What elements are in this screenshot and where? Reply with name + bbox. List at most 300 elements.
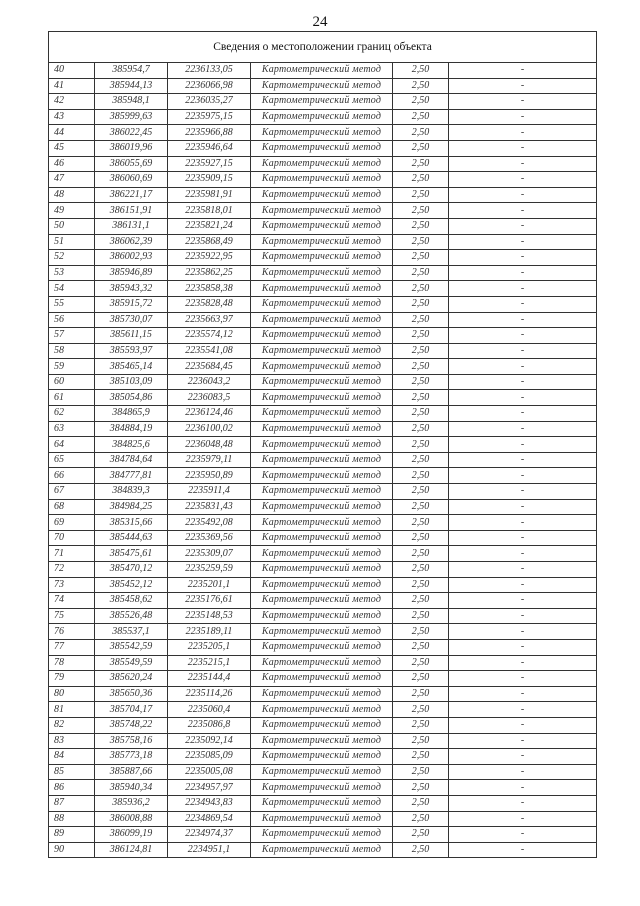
y-coordinate-cell: 2236066,98 [168,78,251,94]
point-number-cell: 61 [49,390,95,406]
description-cell: - [449,515,597,531]
x-coordinate-cell: 385549,59 [95,655,168,671]
x-coordinate-cell: 385315,66 [95,515,168,531]
point-number-cell: 57 [49,328,95,344]
accuracy-cell: 2,50 [393,109,449,125]
method-cell: Картометрический метод [251,827,393,843]
y-coordinate-cell: 2235663,97 [168,312,251,328]
method-cell: Картометрический метод [251,312,393,328]
accuracy-cell: 2,50 [393,515,449,531]
table-row [49,421,597,437]
method-cell: Картометрический метод [251,749,393,765]
description-cell: - [449,733,597,749]
method-cell: Картометрический метод [251,686,393,702]
description-cell: - [449,328,597,344]
point-number-cell: 86 [49,780,95,796]
y-coordinate-cell: 2235950,89 [168,468,251,484]
y-coordinate-cell: 2235541,08 [168,343,251,359]
x-coordinate-cell: 385915,72 [95,296,168,312]
method-cell: Картометрический метод [251,218,393,234]
accuracy-cell: 2,50 [393,452,449,468]
table-row [49,406,597,422]
y-coordinate-cell: 2235369,56 [168,530,251,546]
y-coordinate-cell: 2235981,91 [168,187,251,203]
description-cell: - [449,530,597,546]
description-cell: - [449,125,597,141]
method-cell: Картометрический метод [251,484,393,500]
method-cell: Картометрический метод [251,343,393,359]
y-coordinate-cell: 2235684,45 [168,359,251,375]
table-row [49,156,597,172]
description-cell: - [449,343,597,359]
accuracy-cell: 2,50 [393,156,449,172]
x-coordinate-cell: 385465,14 [95,359,168,375]
point-number-cell: 85 [49,764,95,780]
point-number-cell: 41 [49,78,95,94]
point-number-cell: 42 [49,94,95,110]
accuracy-cell: 2,50 [393,624,449,640]
point-number-cell: 46 [49,156,95,172]
y-coordinate-cell: 2235309,07 [168,546,251,562]
description-cell: - [449,203,597,219]
table-row [49,686,597,702]
point-number-cell: 48 [49,187,95,203]
accuracy-cell: 2,50 [393,811,449,827]
description-cell: - [449,484,597,500]
y-coordinate-cell: 2235821,24 [168,218,251,234]
x-coordinate-cell: 385943,32 [95,281,168,297]
description-cell: - [449,764,597,780]
point-number-cell: 65 [49,452,95,468]
y-coordinate-cell: 2235862,25 [168,265,251,281]
x-coordinate-cell: 386060,69 [95,172,168,188]
table-row [49,530,597,546]
x-coordinate-cell: 386221,17 [95,187,168,203]
point-number-cell: 69 [49,515,95,531]
point-number-cell: 76 [49,624,95,640]
table-row [49,359,597,375]
table-row [49,608,597,624]
method-cell: Картометрический метод [251,140,393,156]
table-row [49,671,597,687]
table-row [49,218,597,234]
description-cell: - [449,593,597,609]
method-cell: Картометрический метод [251,577,393,593]
point-number-cell: 89 [49,827,95,843]
description-cell: - [449,78,597,94]
method-cell: Картометрический метод [251,265,393,281]
y-coordinate-cell: 2235114,26 [168,686,251,702]
method-cell: Картометрический метод [251,562,393,578]
accuracy-cell: 2,50 [393,406,449,422]
table-row [49,343,597,359]
accuracy-cell: 2,50 [393,328,449,344]
method-cell: Картометрический метод [251,593,393,609]
y-coordinate-cell: 2234974,37 [168,827,251,843]
description-cell: - [449,94,597,110]
x-coordinate-cell: 386008,88 [95,811,168,827]
table-row [49,250,597,266]
x-coordinate-cell: 386131,1 [95,218,168,234]
accuracy-cell: 2,50 [393,499,449,515]
method-cell: Картометрический метод [251,328,393,344]
x-coordinate-cell: 384839,3 [95,484,168,500]
method-cell: Картометрический метод [251,546,393,562]
table-row [49,109,597,125]
accuracy-cell: 2,50 [393,780,449,796]
method-cell: Картометрический метод [251,78,393,94]
x-coordinate-cell: 385704,17 [95,702,168,718]
table-row [49,281,597,297]
table-row [49,63,597,79]
accuracy-cell: 2,50 [393,639,449,655]
accuracy-cell: 2,50 [393,562,449,578]
table-row [49,125,597,141]
point-number-cell: 60 [49,374,95,390]
y-coordinate-cell: 2235574,12 [168,328,251,344]
y-coordinate-cell: 2235966,88 [168,125,251,141]
x-coordinate-cell: 384784,64 [95,452,168,468]
point-number-cell: 82 [49,717,95,733]
x-coordinate-cell: 386151,91 [95,203,168,219]
description-cell: - [449,842,597,858]
accuracy-cell: 2,50 [393,78,449,94]
method-cell: Картометрический метод [251,406,393,422]
accuracy-cell: 2,50 [393,203,449,219]
table-caption-row [49,32,597,63]
point-number-cell: 63 [49,421,95,437]
accuracy-cell: 2,50 [393,390,449,406]
table-row [49,624,597,640]
point-number-cell: 45 [49,140,95,156]
table-row [49,827,597,843]
point-number-cell: 80 [49,686,95,702]
point-number-cell: 54 [49,281,95,297]
x-coordinate-cell: 385452,12 [95,577,168,593]
accuracy-cell: 2,50 [393,530,449,546]
accuracy-cell: 2,50 [393,655,449,671]
point-number-cell: 68 [49,499,95,515]
accuracy-cell: 2,50 [393,125,449,141]
point-number-cell: 56 [49,312,95,328]
x-coordinate-cell: 385470,12 [95,562,168,578]
x-coordinate-cell: 385946,89 [95,265,168,281]
method-cell: Картометрический метод [251,296,393,312]
x-coordinate-cell: 386124,81 [95,842,168,858]
table-row [49,546,597,562]
method-cell: Картометрический метод [251,250,393,266]
point-number-cell: 59 [49,359,95,375]
method-cell: Картометрический метод [251,437,393,453]
y-coordinate-cell: 2236124,46 [168,406,251,422]
accuracy-cell: 2,50 [393,546,449,562]
x-coordinate-cell: 385526,48 [95,608,168,624]
description-cell: - [449,749,597,765]
accuracy-cell: 2,50 [393,250,449,266]
y-coordinate-cell: 2235148,53 [168,608,251,624]
description-cell: - [449,406,597,422]
accuracy-cell: 2,50 [393,717,449,733]
table-row [49,842,597,858]
accuracy-cell: 2,50 [393,421,449,437]
x-coordinate-cell: 385054,86 [95,390,168,406]
accuracy-cell: 2,50 [393,281,449,297]
method-cell: Картометрический метод [251,468,393,484]
boundary-table-body [49,32,597,858]
table-row [49,390,597,406]
description-cell: - [449,577,597,593]
x-coordinate-cell: 386055,69 [95,156,168,172]
accuracy-cell: 2,50 [393,671,449,687]
method-cell: Картометрический метод [251,702,393,718]
y-coordinate-cell: 2235492,08 [168,515,251,531]
y-coordinate-cell: 2235828,48 [168,296,251,312]
description-cell: - [449,452,597,468]
y-coordinate-cell: 2235176,61 [168,593,251,609]
description-cell: - [449,296,597,312]
y-coordinate-cell: 2235215,1 [168,655,251,671]
description-cell: - [449,374,597,390]
x-coordinate-cell: 384825,6 [95,437,168,453]
table-row [49,94,597,110]
point-number-cell: 78 [49,655,95,671]
x-coordinate-cell: 385475,61 [95,546,168,562]
accuracy-cell: 2,50 [393,795,449,811]
point-number-cell: 72 [49,562,95,578]
table-row [49,484,597,500]
description-cell: - [449,265,597,281]
description-cell: - [449,390,597,406]
accuracy-cell: 2,50 [393,733,449,749]
table-row [49,187,597,203]
point-number-cell: 47 [49,172,95,188]
point-number-cell: 43 [49,109,95,125]
accuracy-cell: 2,50 [393,437,449,453]
page-number: 24 [312,14,328,30]
method-cell: Картометрический метод [251,374,393,390]
x-coordinate-cell: 384884,19 [95,421,168,437]
method-cell: Картометрический метод [251,639,393,655]
point-number-cell: 70 [49,530,95,546]
point-number-cell: 77 [49,639,95,655]
y-coordinate-cell: 2235085,09 [168,749,251,765]
y-coordinate-cell: 2236133,05 [168,63,251,79]
method-cell: Картометрический метод [251,125,393,141]
method-cell: Картометрический метод [251,94,393,110]
accuracy-cell: 2,50 [393,842,449,858]
accuracy-cell: 2,50 [393,608,449,624]
x-coordinate-cell: 385999,63 [95,109,168,125]
accuracy-cell: 2,50 [393,296,449,312]
method-cell: Картометрический метод [251,811,393,827]
y-coordinate-cell: 2235858,38 [168,281,251,297]
method-cell: Картометрический метод [251,717,393,733]
y-coordinate-cell: 2236048,48 [168,437,251,453]
description-cell: - [449,717,597,733]
y-coordinate-cell: 2236043,2 [168,374,251,390]
table-row [49,374,597,390]
y-coordinate-cell: 2235060,4 [168,702,251,718]
x-coordinate-cell: 384865,9 [95,406,168,422]
point-number-cell: 75 [49,608,95,624]
method-cell: Картометрический метод [251,187,393,203]
description-cell: - [449,827,597,843]
method-cell: Картометрический метод [251,203,393,219]
table-row [49,499,597,515]
accuracy-cell: 2,50 [393,140,449,156]
description-cell: - [449,250,597,266]
point-number-cell: 83 [49,733,95,749]
table-row [49,515,597,531]
y-coordinate-cell: 2234951,1 [168,842,251,858]
y-coordinate-cell: 2235005,08 [168,764,251,780]
x-coordinate-cell: 386019,96 [95,140,168,156]
y-coordinate-cell: 2234957,97 [168,780,251,796]
table-row [49,811,597,827]
point-number-cell: 64 [49,437,95,453]
method-cell: Картометрический метод [251,780,393,796]
x-coordinate-cell: 386022,45 [95,125,168,141]
x-coordinate-cell: 385940,34 [95,780,168,796]
y-coordinate-cell: 2235979,11 [168,452,251,468]
accuracy-cell: 2,50 [393,686,449,702]
x-coordinate-cell: 384984,25 [95,499,168,515]
accuracy-cell: 2,50 [393,359,449,375]
point-number-cell: 53 [49,265,95,281]
accuracy-cell: 2,50 [393,94,449,110]
description-cell: - [449,546,597,562]
table-row [49,764,597,780]
description-cell: - [449,795,597,811]
point-number-cell: 51 [49,234,95,250]
method-cell: Картометрический метод [251,172,393,188]
method-cell: Картометрический метод [251,515,393,531]
y-coordinate-cell: 2236083,5 [168,390,251,406]
description-cell: - [449,499,597,515]
accuracy-cell: 2,50 [393,343,449,359]
method-cell: Картометрический метод [251,655,393,671]
method-cell: Картометрический метод [251,452,393,468]
description-cell: - [449,811,597,827]
point-number-cell: 84 [49,749,95,765]
y-coordinate-cell: 2235092,14 [168,733,251,749]
description-cell: - [449,624,597,640]
x-coordinate-cell: 386099,19 [95,827,168,843]
table-row [49,655,597,671]
boundary-table [48,31,597,858]
table-row [49,717,597,733]
description-cell: - [449,608,597,624]
x-coordinate-cell: 385542,59 [95,639,168,655]
accuracy-cell: 2,50 [393,187,449,203]
method-cell: Картометрический метод [251,733,393,749]
table-row [49,733,597,749]
point-number-cell: 90 [49,842,95,858]
x-coordinate-cell: 385730,07 [95,312,168,328]
point-number-cell: 79 [49,671,95,687]
accuracy-cell: 2,50 [393,577,449,593]
point-number-cell: 49 [49,203,95,219]
description-cell: - [449,639,597,655]
x-coordinate-cell: 385948,1 [95,94,168,110]
accuracy-cell: 2,50 [393,702,449,718]
table-row [49,328,597,344]
x-coordinate-cell: 385936,2 [95,795,168,811]
table-row [49,795,597,811]
accuracy-cell: 2,50 [393,827,449,843]
x-coordinate-cell: 385748,22 [95,717,168,733]
table-row [49,312,597,328]
description-cell: - [449,187,597,203]
description-cell: - [449,218,597,234]
point-number-cell: 58 [49,343,95,359]
x-coordinate-cell: 385773,18 [95,749,168,765]
point-number-cell: 71 [49,546,95,562]
method-cell: Картометрический метод [251,234,393,250]
description-cell: - [449,468,597,484]
accuracy-cell: 2,50 [393,468,449,484]
accuracy-cell: 2,50 [393,218,449,234]
x-coordinate-cell: 385103,09 [95,374,168,390]
point-number-cell: 73 [49,577,95,593]
method-cell: Картометрический метод [251,842,393,858]
table-row [49,203,597,219]
accuracy-cell: 2,50 [393,312,449,328]
table-row [49,468,597,484]
x-coordinate-cell: 385620,24 [95,671,168,687]
method-cell: Картометрический метод [251,499,393,515]
x-coordinate-cell: 385611,15 [95,328,168,344]
description-cell: - [449,686,597,702]
y-coordinate-cell: 2235868,49 [168,234,251,250]
y-coordinate-cell: 2235259,59 [168,562,251,578]
accuracy-cell: 2,50 [393,749,449,765]
method-cell: Картометрический метод [251,281,393,297]
x-coordinate-cell: 385944,13 [95,78,168,94]
table-row [49,296,597,312]
accuracy-cell: 2,50 [393,484,449,500]
point-number-cell: 87 [49,795,95,811]
y-coordinate-cell: 2235975,15 [168,109,251,125]
table-caption: Сведения о местоположении границ объекта [49,32,597,63]
y-coordinate-cell: 2235818,01 [168,203,251,219]
table-row [49,593,597,609]
point-number-cell: 88 [49,811,95,827]
x-coordinate-cell: 385758,16 [95,733,168,749]
y-coordinate-cell: 2235927,15 [168,156,251,172]
x-coordinate-cell: 385458,62 [95,593,168,609]
method-cell: Картометрический метод [251,109,393,125]
description-cell: - [449,421,597,437]
y-coordinate-cell: 2235911,4 [168,484,251,500]
table-row [49,780,597,796]
table-row [49,452,597,468]
x-coordinate-cell: 385954,7 [95,63,168,79]
point-number-cell: 50 [49,218,95,234]
point-number-cell: 74 [49,593,95,609]
x-coordinate-cell: 385650,36 [95,686,168,702]
y-coordinate-cell: 2234943,83 [168,795,251,811]
description-cell: - [449,63,597,79]
point-number-cell: 66 [49,468,95,484]
x-coordinate-cell: 386002,93 [95,250,168,266]
description-cell: - [449,234,597,250]
y-coordinate-cell: 2235946,64 [168,140,251,156]
accuracy-cell: 2,50 [393,172,449,188]
accuracy-cell: 2,50 [393,234,449,250]
y-coordinate-cell: 2235909,15 [168,172,251,188]
y-coordinate-cell: 2235086,8 [168,717,251,733]
